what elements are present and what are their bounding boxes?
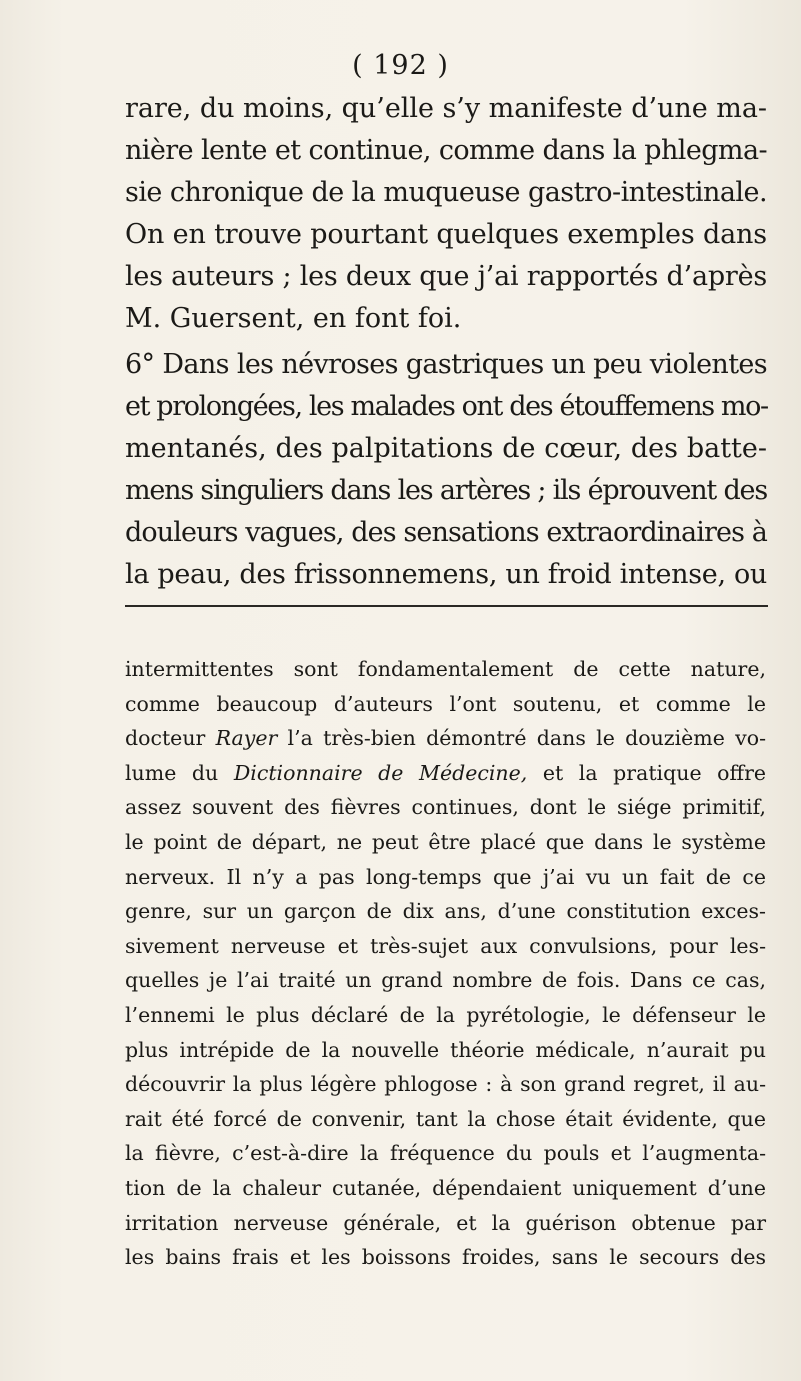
footnote-line: les bains frais et les boissons froides, sans le secours des [125,1245,766,1270]
body-line: et prolongées, les malades ont des étouffemens mo- [125,391,768,422]
footnote-line: le point de départ, ne peut être placé que dans le système [125,829,766,854]
body-line: nière lente et continue, comme dans la phlegma- [125,135,767,166]
footnote-line: sivement nerveuse et très-sujet aux convulsions, pour les- [125,933,766,958]
footnote-text-run: docteur [125,726,216,751]
main-body-text [125,88,767,596]
footnote-text-run: l’a très-bien démontré dans le douzième vo- [277,726,767,751]
body-line: rare, du moins, qu’elle s’y manifeste d’une ma- [125,93,767,124]
footnote-line: genre, sur un garçon de dix ans, d’une constitution exces- [125,899,766,924]
body-line: les auteurs ; les deux que j’ai rapportés d’après [125,261,767,292]
footnote-text-run: et la pratique offre [527,760,766,785]
footnote-line [125,721,766,756]
footnote-line: rait été forcé de convenir, tant la chose était évidente, que [125,1106,766,1131]
footnote-line: irritation nerveuse générale, et la guérison obtenue par [125,1210,766,1235]
footnote-line: découvrir la plus légère phlogose : à son grand regret, il au- [125,1072,766,1097]
body-line: mentanés, des palpitations de cœur, des batte- [125,433,767,464]
body-line: sie chronique de la muqueuse gastro-intestinale. [125,177,767,208]
body-line: 6° Dans les névroses gastriques un peu violentes [125,349,767,380]
body-line: On en trouve pourtant quelques exemples dans [125,219,767,250]
footnote-line: la fièvre, c’est-à-dire la fréquence du pouls et l’augmenta- [125,1141,766,1166]
footnote-line: l’ennemi le plus déclaré de la pyrétologie, le défenseur le [125,1002,766,1027]
page-number: ( 192 ) [352,50,449,81]
footnote-text-run: lume du [125,760,234,785]
book-title-italic: Dictionnaire de Médecine, [233,760,528,785]
footnote-text [125,652,766,1275]
footnote-line: tion de la chaleur cutanée, dépendaient uniquement d’une [125,1175,766,1200]
footnote-line [125,756,766,791]
body-line: M. Guersent, en font foi. [125,303,462,334]
body-line: mens singuliers dans les artères ; ils éprouvent des [125,475,767,506]
footnote-line: quelles je l’ai traité un grand nombre de fois. Dans ce cas, [125,968,766,993]
footnote-separator-rule [125,605,768,607]
body-line: douleurs vagues, des sensations extraordinaires à [125,517,767,548]
author-name-italic: Rayer [215,726,278,751]
footnote-line: nerveux. Il n’y a pas long-temps que j’ai vu un fait de ce [125,864,766,889]
footnote-line: intermittentes sont fondamentalement de cette nature, [125,657,766,681]
footnote-line: assez souvent des fièvres continues, dont le siége primitif, [125,795,766,820]
footnote-line: comme beaucoup d’auteurs l’ont soutenu, et comme le [125,691,766,716]
body-line: la peau, des frissonnemens, un froid intense, ou [125,559,767,590]
footnote-line: plus intrépide de la nouvelle théorie médicale, n’aurait pu [125,1037,766,1062]
